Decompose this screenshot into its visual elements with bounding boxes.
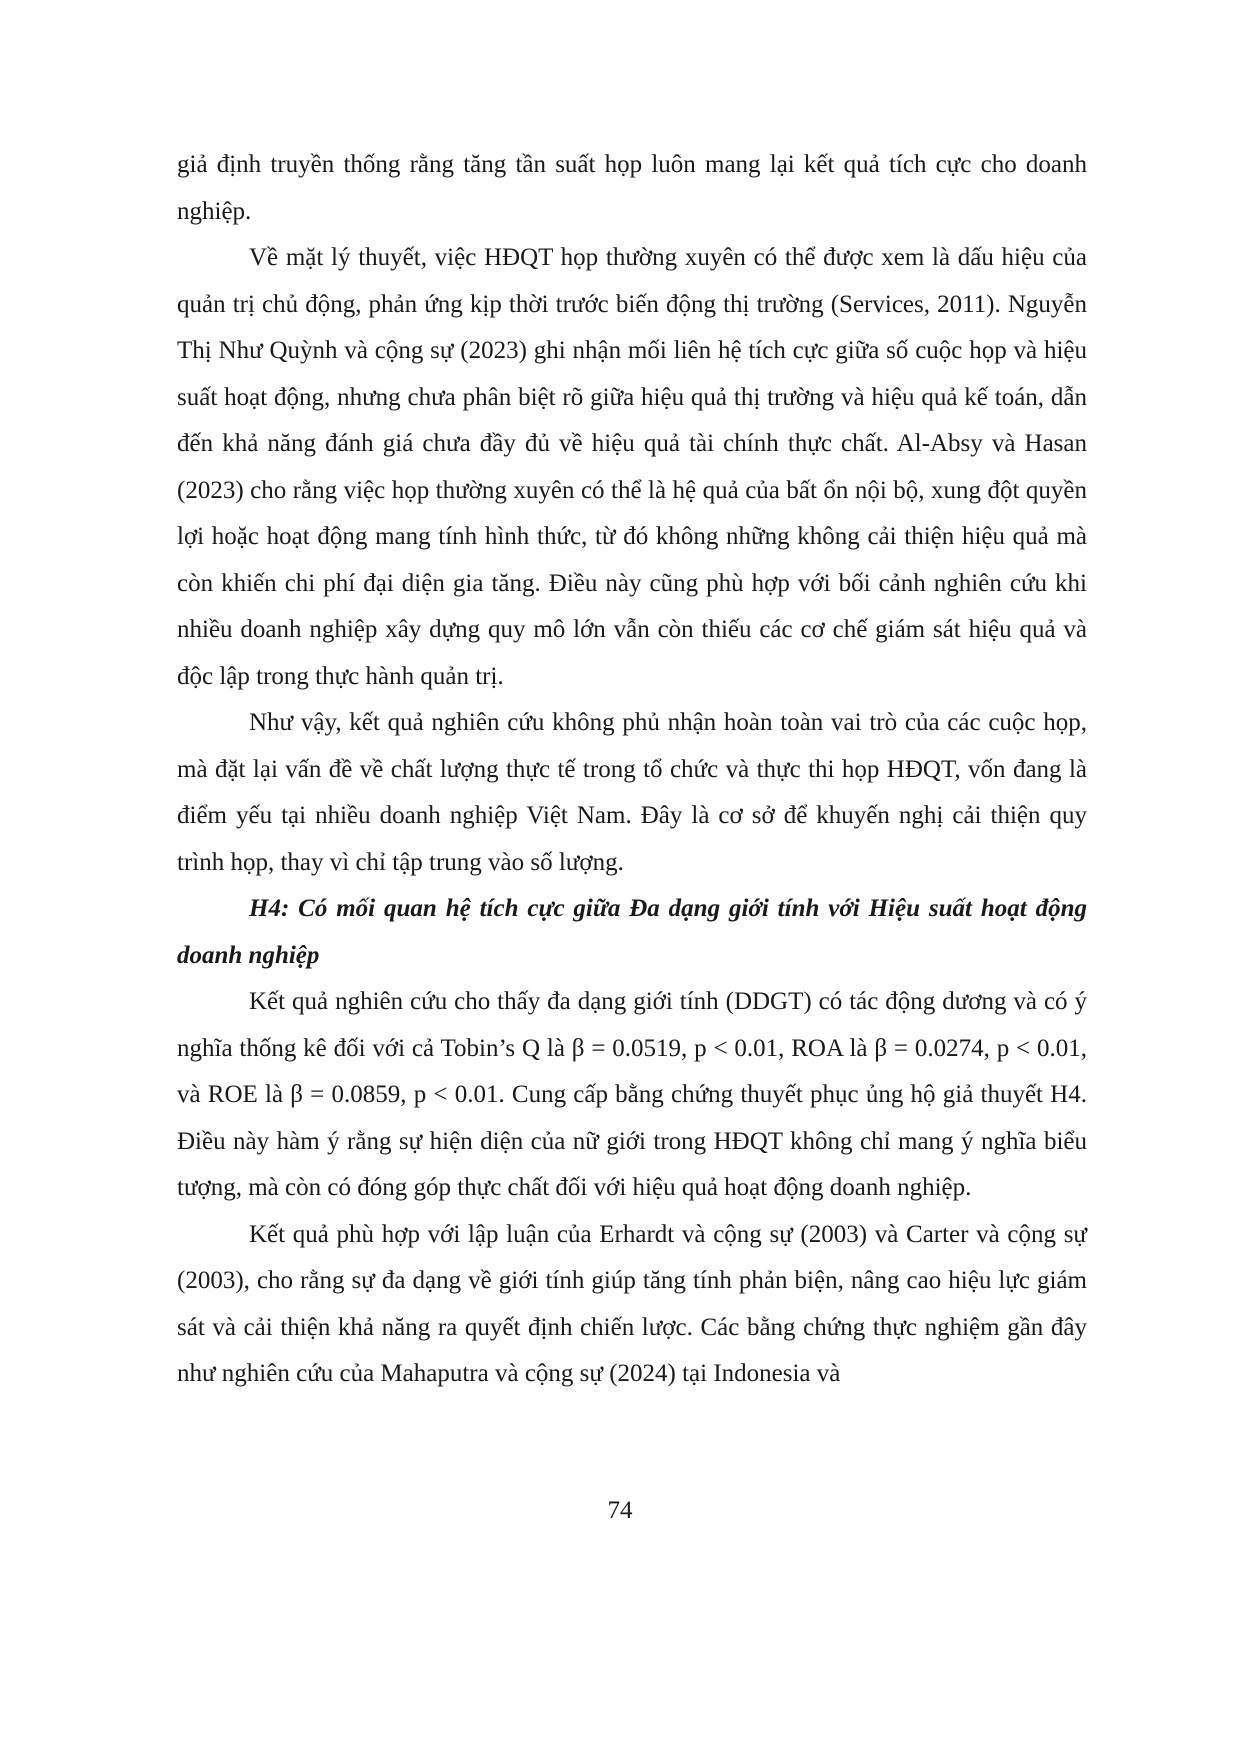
hypothesis-h4-heading: H4: Có mối quan hệ tích cực giữa Đa dạng giới tính với Hiệu suất hoạt động doanh nghiệp: [177, 895, 1087, 969]
paragraph-gender-results: Kết quả nghiên cứu cho thấy đa dạng giới tính (DDGT) có tác động dương và có ý nghĩa thống kê đối với cả Tobin’s Q là β = 0.0519, p < 0.01, ROA là β = 0.0274, p < 0.01, và ROE là β = 0.0859, p < 0.01. Cung cấp bằng chứng thuyết phục ủng hộ giả thuyết H4. Điều này hàm ý rằng sự hiện diện của nữ giới trong HĐQT không chỉ mang ý nghĩa biểu tượng, mà còn có đóng góp thực chất đối với hiệu quả hoạt động doanh nghiệp.: [177, 988, 1087, 1201]
body-text: [177, 142, 1087, 1398]
paragraph-meeting-conclusion: Như vậy, kết quả nghiên cứu không phủ nhận hoàn toàn vai trò của các cuộc họp, mà đặt lại vấn đề về chất lượng thực tế trong tổ chức và thực thi họp HĐQT, vốn đang là điểm yếu tại nhiều doanh nghiệp Việt Nam. Đây là cơ sở để khuyến nghị cải thiện quy trình họp, thay vì chỉ tập trung vào số lượng.: [177, 709, 1087, 876]
paragraph-meeting-theory: Về mặt lý thuyết, việc HĐQT họp thường xuyên có thể được xem là dấu hiệu của quản trị chủ động, phản ứng kịp thời trước biến động thị trường (Services, 2011). Nguyễn Thị Như Quỳnh và cộng sự (2023) ghi nhận mối liên hệ tích cực giữa số cuộc họp và hiệu suất hoạt động, nhưng chưa phân biệt rõ giữa hiệu quả thị trường và hiệu quả kế toán, dẫn đến khả năng đánh giá chưa đầy đủ về hiệu quả tài chính thực chất. Al-Absy và Hasan (2023) cho rằng việc họp thường xuyên có thể là hệ quả của bất ổn nội bộ, xung đột quyền lợi hoặc hoạt động mang tính hình thức, từ đó không những không cải thiện hiệu quả mà còn khiến chi phí đại diện gia tăng. Điều này cũng phù hợp với bối cảnh nghiên cứu khi nhiều doanh nghiệp xây dựng quy mô lớn vẫn còn thiếu các cơ chế giám sát hiệu quả và độc lập trong thực hành quản trị.: [177, 244, 1087, 690]
paragraph-continuation: giả định truyền thống rằng tăng tần suất họp luôn mang lại kết quả tích cực cho doanh nghiệp.: [177, 151, 1087, 225]
page-number: 74: [607, 1497, 633, 1524]
paragraph-gender-literature: Kết quả phù hợp với lập luận của Erhardt và cộng sự (2003) và Carter và cộng sự (2003), cho rằng sự đa dạng về giới tính giúp tăng tính phản biện, nâng cao hiệu lực giám sát và cải thiện khả năng ra quyết định chiến lược. Các bằng chứng thực nghiệm gần đây như nghiên cứu của Mahaputra và cộng sự (2024) tại Indonesia và: [177, 1220, 1087, 1387]
